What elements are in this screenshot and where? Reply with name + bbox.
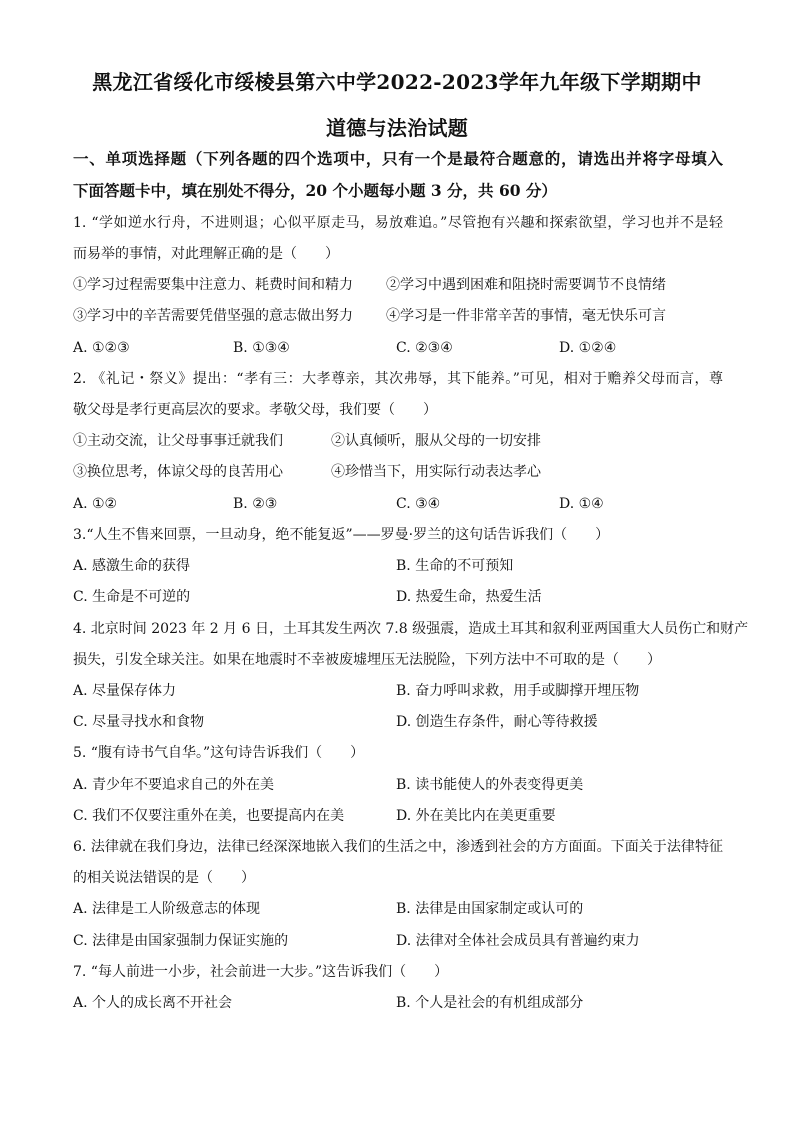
question-1-statement-3: ③学习中的辛苦需要凭借坚强的意志做出努力: [73, 308, 353, 324]
question-5-option-a: A. 青少年不要追求自己的外在美: [73, 777, 275, 793]
question-3-stem: 3.“人生不售来回票，一旦动身，绝不能复返”——罗曼·罗兰的这句话告诉我们（ ）: [73, 527, 610, 543]
question-4-option-a: A. 尽量保存体力: [73, 683, 177, 699]
question-3-option-c: C. 生命是不可逆的: [73, 589, 191, 605]
question-2-stem-line-2: 敬父母是孝行更高层次的要求。孝敬父母，我们要（ ）: [73, 402, 437, 418]
question-6-option-b: B. 法律是由国家制定或认可的: [396, 901, 584, 917]
question-6-option-c: C. 法律是由国家强制力保证实施的: [73, 933, 289, 949]
question-1-option-c: C. ②③④: [396, 340, 453, 356]
question-3-option-a: A. 感激生命的获得: [73, 558, 191, 574]
question-5-option-b: B. 读书能使人的外表变得更美: [396, 777, 584, 793]
question-1-option-b: B. ①③④: [233, 340, 290, 356]
question-2-option-d: D. ①④: [559, 496, 604, 512]
question-2-statement-4: ④珍惜当下，用实际行动表达孝心: [331, 464, 541, 480]
section-heading-line-1: 一、单项选择题（下列各题的四个选项中，只有一个是最符合题意的，请选出并将字母填入: [73, 149, 723, 168]
question-1-stem-line-1: 1. “学如逆水行舟，不进则退；心似平原走马，易放难追。”尽管抱有兴趣和探索欲望，学习也并不是轻: [73, 215, 723, 231]
question-3-option-b: B. 生命的不可预知: [396, 558, 514, 574]
question-4-stem-line-2: 损失，引发全球关注。如果在地震时不幸被废墟埋压无法脱险，下列方法中不可取的是（ ）: [73, 652, 661, 668]
question-2-statement-1: ①主动交流，让父母事事迁就我们: [73, 433, 283, 449]
question-4-option-d: D. 创造生存条件，耐心等待救援: [396, 714, 598, 730]
question-2-statement-2: ②认真倾听，服从父母的一切安排: [331, 433, 541, 449]
question-6-option-d: D. 法律对全体社会成员具有普遍约束力: [396, 933, 640, 949]
question-4-option-b: B. 奋力呼叫求救，用手或脚撑开埋压物: [396, 683, 640, 699]
section-heading-line-2: 下面答题卡中，填在别处不得分，20 个小题每小题 3 分，共 60 分）: [73, 181, 557, 200]
question-2-option-a: A. ①②: [73, 496, 118, 512]
exam-title-line-2: 道德与法治试题: [325, 116, 469, 140]
question-2-statement-3: ③换位思考，体谅父母的良苦用心: [73, 464, 283, 480]
question-1-statement-1: ①学习过程需要集中注意力、耗费时间和精力: [73, 277, 353, 293]
question-7-option-b: B. 个人是社会的有机组成部分: [396, 995, 584, 1011]
question-2-option-c: C. ③④: [396, 496, 441, 512]
question-7-stem: 7. “每人前进一小步，社会前进一大步。”这告诉我们（ ）: [73, 964, 449, 980]
question-1-stem-line-2: 而易举的事情，对此理解正确的是（ ）: [73, 246, 339, 262]
question-1-option-d: D. ①②④: [559, 340, 617, 356]
question-3-option-d: D. 热爱生命，热爱生活: [396, 589, 542, 605]
question-1-statement-4: ④学习是一件非常辛苦的事情，毫无快乐可言: [386, 308, 666, 324]
question-1-statement-2: ②学习中遇到困难和阻挠时需要调节不良情绪: [386, 277, 666, 293]
question-5-option-c: C. 我们不仅要注重外在美，也要提高内在美: [73, 808, 345, 824]
question-4-stem-line-1: 4. 北京时间 2023 年 2 月 6 日，土耳其发生两次 7.8 级强震，造成土耳其和叙利亚两国重大人员伤亡和财产: [73, 621, 749, 637]
question-6-stem-line-1: 6. 法律就在我们身边，法律已经深深地嵌入我们的生活之中，渗透到社会的方方面面。下面关于法律特征: [73, 839, 723, 855]
question-4-option-c: C. 尽量寻找水和食物: [73, 714, 205, 730]
question-1-option-a: A. ①②③: [73, 340, 130, 356]
question-2-stem-line-1: 2. 《礼记・祭义》提出：“孝有三：大孝尊亲，其次弗辱，其下能养。”可见，相对于赡养父母而言，尊: [73, 371, 723, 387]
question-5-option-d: D. 外在美比内在美更重要: [396, 808, 556, 824]
question-7-option-a: A. 个人的成长离不开社会: [73, 995, 233, 1011]
question-5-stem: 5. “腹有诗书气自华。”这句诗告诉我们（ ）: [73, 745, 365, 761]
question-2-option-b: B. ②③: [233, 496, 278, 512]
question-6-stem-line-2: 的相关说法错误的是（ ）: [73, 870, 255, 886]
exam-title-line-1: 黑龙江省绥化市绥棱县第六中学2022-2023学年九年级下学期期中: [92, 70, 702, 94]
question-6-option-a: A. 法律是工人阶级意志的体现: [73, 901, 261, 917]
